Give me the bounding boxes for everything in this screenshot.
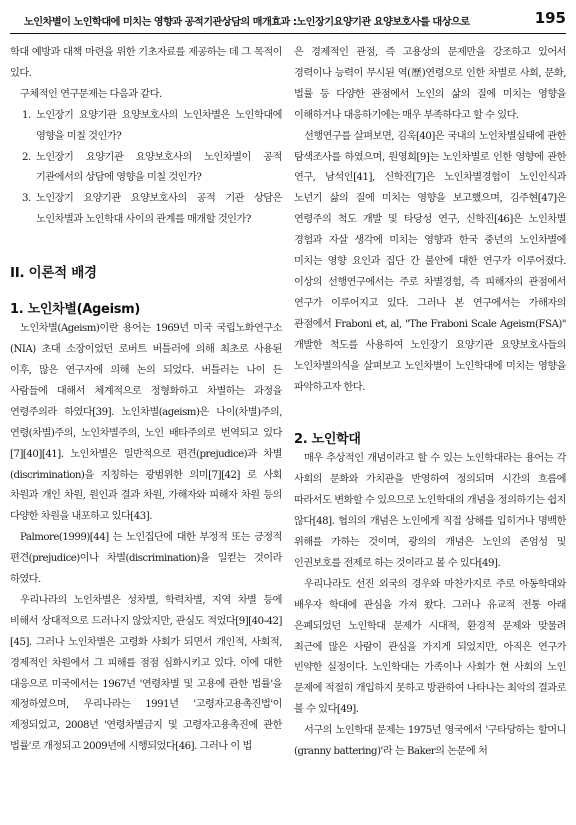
paragraph: 구체적인 연구문제는 다음과 같다.: [20, 88, 162, 100]
paragraph: 노인차별(Ageism)이란 용어는 1969년 미국 국립노화연구소(NIA) 초대 소장이었던 로버트 버틀러에 의해 최초로 사용된 이후, 많은 연구자에 의해 논의 되었다. 버틀러는 나이 든 사람들에 대해서 체계적으로 정형화하고 차별하는 과정을 연령주의라 하였다[39]. 노인차별(ageism)은 나이(차별)주의, 연령(차별)주의, 노인차별주의, 노인 배타주의로 번역되고 있다[7][40][41]. 노인차별은 일반적으로 편견(prejudice)과 차별(discrimination)을 지칭하는 광범위한 의미[7][42] 로 사회 차원과 개인 차원, 원인과 결과 차원, 가해자와 피해자 차원 등의 다양한 차원을 내포하고 있다[43].: [10, 323, 282, 523]
paragraph: 선행연구를 살펴보면, 김욱[40]은 국내의 노인차별실태에 관한 탐색조사를 하였으며, 원영희[9]는 노인차별로 인한 영향에 관한 연구, 남석인[41], 신학진[7]은 노인차별경험이 노인인식과 노년기 삶의 질에 미치는 영향을 보고했으며, 김주현[47]은 연령주의 척도 개발 및 타당성 연구, 신학진[46]은 노인차별 경험과 자살 생각에 미치는 영향과 한국 중년의 노인차별에 미치는 영향 요인과 집단 간 불안에 대한 연구가 이루어졌다. 이상의 선행연구에서는 주로 차별경험, 즉 피해자의 관점에서 연구가 이루어지고 있다. 그러나 본 연구에서는 가해자의 관점에서 Fraboni et, al, "The Fraboni Scale Ageism(FSA)" 개발한 척도를 사용하여 노인장기 요양기관 요양보호사들의 노인차별의식을 살펴보고 노인차별이 노인학대에 미치는 영향을 파악하고자 한다.: [294, 130, 566, 393]
paragraph: 매우 추상적인 개념이라고 할 수 있는 노인학대라는 용어는 각 사회의 문화와 가치관을 반영하여 정의되며 시간의 흐름에 따라서도 변화할 수 있으므로 노인학대의 개념을 정의하기는 쉽지 않다[48]. 협의의 개념은 노인에게 직접 상해를 입히거나 명백한 위해를 가하는 것이며, 광의의 개념은 노인의 존엄성 및 인권보호를 전제로 하는 것이라고 볼 수 있다[49].: [294, 453, 566, 569]
list-item: [10, 106, 282, 148]
list-text: 노인장기 요양기관 요양보호사의 공적 기관 상담은 노인차별과 노인학대 사이의 관계를 매개할 것인가?: [36, 193, 282, 226]
page-number: 195: [534, 9, 566, 27]
running-header: [10, 9, 566, 34]
paragraph: Palmore(1999)[44] 는 노인집단에 대한 부정적 또는 긍정적 편견(prejudice)이나 차별(discrimination)을 일컫는 것이라 하였다.: [10, 532, 282, 586]
paragraph: 서구의 노인학대 문제는 1975년 영국에서 '구타당하는 할머니(granny battering)'라 는 Baker의 논문에 처: [294, 725, 566, 758]
list-item: [10, 189, 282, 231]
research-questions: [10, 106, 282, 231]
list-number: 3.: [22, 193, 31, 205]
paragraph: 우리나라도 선진 외국의 경우와 마찬가지로 주로 아동학대와 배우자 학대에 관심을 가져 왔다. 그러나 유교적 전통 아래 은폐되었던 노인학대 문제가 시대적, 환경적 문제와 맞물려 최근에 많은 사람이 관심을 가지게 되었지만, 아직은 연구가 빈약한 실정이다. 노인학대는 가족이나 사회가 현 사회의 노인 문제에 적절히 개입하지 못하고 방관하여 나타나는 최악의 결과로 볼 수 있다[49].: [294, 578, 566, 716]
paragraph: 학대 예방과 대책 마련을 위한 기초자료를 제공하는 데 그 목적이 있다.: [10, 47, 282, 79]
subsection-heading: 2. 노인학대: [294, 432, 361, 448]
paragraph: 은 경제적인 관점, 즉 고용상의 문제만을 강조하고 있어서 경력이나 능력이 무시된 역(歷)연령으로 인한 차별로 사회, 문화, 법률 등 다양한 관점에서 노인의 삶의 질에 미치는 영향을 이해하거나 대응하기에는 매우 부족하다고 할 수 있다.: [294, 47, 566, 121]
list-text: 노인장기 요양기관 요양보호사의 노인차별이 공적 기관에서의 상담에 영향을 미칠 것인가?: [36, 151, 282, 184]
paragraph: 우리나라의 노인차별은 성차별, 학력차별, 지역 차별 등에 비해서 상대적으로 드러나지 않았지만, 관심도 적었다[9][40-42][45]. 그러나 노인차별은 고령화 사회가 되면서 개인적, 사회적, 경제적인 차원에서 그 피해를 점점 심화시키고 있다. 이에 대한 대응으로 미국에서는 1967년 '연령차별 및 고용에 관한 법률'을 제정하였으며, 우리나라는 1991년 '고령자고용촉진법'이 제정되었고, 2008년 '연령차별금지 및 고령자고용촉진에 관한 법률'로 개정되고 2009년에 시행되었다[46]. 그러나 이 법: [10, 594, 282, 753]
right-column: [294, 43, 566, 763]
list-number: 1.: [22, 109, 31, 121]
left-column: [10, 43, 282, 758]
section-heading: II. 이론적 배경: [10, 265, 97, 282]
list-text: 노인장기 요양기관 요양보호사의 노인차별은 노인학대에 영향을 미칠 것인가?: [36, 109, 282, 142]
subsection-heading: 1. 노인차별(Ageism): [10, 302, 141, 318]
list-item: [10, 148, 282, 190]
running-title: 노인차별이 노인학대에 미치는 영향과 공적기관상담의 매개효과 :노인장기요양기관 요양보호사를 대상으로: [24, 17, 470, 28]
list-number: 2.: [22, 151, 31, 163]
